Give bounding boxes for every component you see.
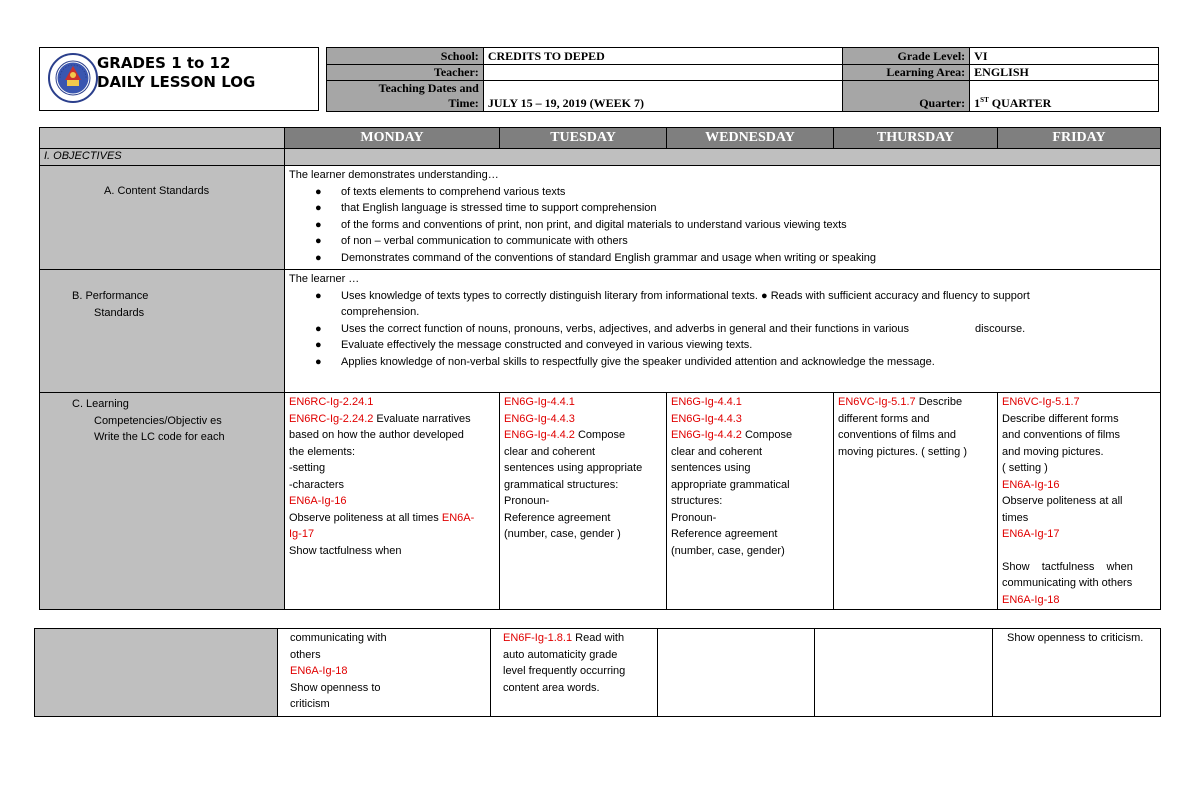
lc-text: Pronoun- <box>671 511 717 524</box>
lc-text-line <box>671 427 829 444</box>
quarter-text: QUARTER <box>988 96 1052 110</box>
lc-text-line <box>289 510 495 527</box>
lc-code: EN6G-Ig-4.4.2 <box>671 429 742 441</box>
lc-text: ( setting ) <box>1002 462 1048 474</box>
day-tuesday: TUESDAY <box>500 128 667 149</box>
lc-code: EN6G-Ig-4.4.3 <box>504 412 575 425</box>
cont-text: content area words. <box>503 681 600 694</box>
performance-standards-row <box>40 270 1161 393</box>
continuation-label-cell <box>35 629 278 717</box>
cont-thursday-cell <box>815 629 993 717</box>
header-info-table <box>326 47 1159 112</box>
list-item <box>289 184 1156 201</box>
list-item-text: Evaluate effectively the message constructed and conveyed in various viewing texts. <box>341 339 753 351</box>
lc-text: communicating with others <box>1002 577 1133 589</box>
list-item-text: Applies knowledge of non-verbal skills to respectfully give the speaker undivided attention and acknowledge the message. <box>341 355 935 368</box>
objectives-label: I. OBJECTIVES <box>40 149 285 166</box>
lc-code: Ig-17 <box>289 528 315 540</box>
lc-code: EN6A-Ig-16 <box>1002 478 1060 491</box>
day-friday: FRIDAY <box>998 128 1161 149</box>
list-item-text: of texts elements to comprehend various texts <box>341 185 566 198</box>
lc-text: based on how the author developed <box>289 429 464 441</box>
bullet-icon: ● <box>315 218 322 231</box>
learning-area-label: Learning Area: <box>843 65 970 81</box>
list-item <box>289 337 1156 354</box>
list-item <box>289 354 1156 371</box>
list-item <box>289 288 1156 321</box>
list-item <box>289 233 1156 250</box>
list-item-text-cont: discourse. <box>975 322 1026 335</box>
content-standards-cell <box>285 166 1161 270</box>
lc-text: Observe politeness at all times <box>289 511 439 524</box>
list-item <box>289 200 1156 217</box>
lc-text: Describe <box>915 396 963 408</box>
lc-wednesday-cell <box>667 393 834 610</box>
lc-label-2: Competencies/Objectiv es <box>94 414 222 427</box>
learning-competencies-label <box>40 393 285 610</box>
lc-code: EN6VC-Ig-5.1.7 <box>838 396 916 408</box>
title-line-2: DAILY LESSON LOG <box>97 73 256 91</box>
teaching-dates-label-2: Time: <box>448 96 479 110</box>
performance-standards-cell <box>285 270 1161 393</box>
lc-code: EN6G-Ig-4.4.1 <box>671 396 742 408</box>
performance-label-1: B. Performance <box>72 290 149 302</box>
performance-standards-intro: The learner … <box>289 273 360 285</box>
content-standards-label: A. Content Standards <box>40 166 285 270</box>
lc-text: sentences using appropriate <box>504 462 643 474</box>
lc-code: EN6G-Ig-4.4.2 <box>504 429 575 441</box>
cont-text: communicating with <box>290 632 387 644</box>
title-line-1: GRADES 1 to 12 <box>97 54 231 72</box>
lc-text: appropriate grammatical <box>671 478 790 491</box>
lc-text: Compose <box>574 429 626 441</box>
learning-area-value: ENGLISH <box>970 65 1159 81</box>
content-standards-row <box>40 166 1161 270</box>
continuation-row <box>35 629 1161 717</box>
lc-text-line <box>838 394 993 411</box>
lc-thursday-cell <box>834 393 998 610</box>
cont-text: auto automaticity grade <box>503 648 618 661</box>
lc-text: Compose <box>741 429 793 441</box>
teacher-label: Teacher: <box>327 65 484 81</box>
bullet-icon: ● <box>315 185 322 198</box>
bullet-icon: ● <box>315 289 322 302</box>
lc-text: times <box>1002 511 1029 524</box>
lc-label-3: Write the LC code for each <box>94 431 225 443</box>
cont-wednesday-cell <box>658 629 815 717</box>
teaching-dates-value: JULY 15 – 19, 2019 (WEEK 7) <box>483 81 842 112</box>
lc-text: and conventions of films <box>1002 429 1121 441</box>
bullet-icon: ● <box>315 202 322 214</box>
lc-code: EN6G-Ig-4.4.1 <box>504 396 575 408</box>
quarter-number: 1 <box>974 96 981 110</box>
list-item-text: of the forms and conventions of print, non print, and digital materials to understand various viewing texts <box>341 218 847 231</box>
lc-monday-cell <box>285 393 500 610</box>
quarter-label: Quarter: <box>843 81 970 112</box>
performance-label-2: Standards <box>94 306 145 319</box>
lc-code: EN6A-Ig-17 <box>1002 528 1060 540</box>
lc-text: different forms and <box>838 412 930 425</box>
content-standards-list <box>289 184 1156 267</box>
lc-text: Observe politeness at all <box>1002 495 1123 507</box>
bullet-icon: ● <box>315 235 322 247</box>
list-item-text: that English language is stressed time to support comprehension <box>341 202 657 214</box>
deped-seal-icon <box>48 53 98 103</box>
bullet-icon: ● <box>315 355 322 368</box>
lc-text: conventions of films and <box>838 429 957 441</box>
list-item-text: Uses knowledge of texts types to correctly distinguish literary from informational texts. ● Reads with sufficient accuracy and fluency to support <box>341 289 1030 302</box>
cont-text: level frequently occurring <box>503 665 626 677</box>
lc-code: EN6A- <box>438 511 475 524</box>
lc-text: grammatical structures: <box>504 478 619 491</box>
lc-text: Evaluate narratives <box>373 412 471 425</box>
cont-text-line <box>503 630 651 647</box>
quarter-value <box>970 81 1159 112</box>
grade-level-value: VI <box>970 48 1159 65</box>
teaching-dates-label <box>327 81 484 112</box>
cont-text: Show openness to criticism. <box>1007 632 1144 644</box>
lc-code: EN6F-Ig-1.8.1 <box>503 632 573 644</box>
lc-text: structures: <box>671 495 723 507</box>
lc-code: EN6A-Ig-18 <box>290 665 348 677</box>
cont-text: criticism <box>290 698 330 710</box>
lc-text: and moving pictures. <box>1002 445 1104 458</box>
lc-text: -setting <box>289 462 326 474</box>
lc-text: Describe different forms <box>1002 412 1119 425</box>
page-title <box>97 54 255 92</box>
lc-tuesday-cell <box>500 393 667 610</box>
lc-friday-cell <box>998 393 1161 610</box>
learning-competencies-row <box>40 393 1161 610</box>
grade-level-label: Grade Level: <box>843 48 970 65</box>
lc-text: Reference agreement <box>504 511 611 524</box>
list-item <box>289 250 1156 267</box>
continuation-table <box>34 628 1161 717</box>
day-monday: MONDAY <box>285 128 500 149</box>
cont-tuesday-cell <box>491 629 658 717</box>
day-wednesday: WEDNESDAY <box>667 128 834 149</box>
list-item <box>289 321 1156 338</box>
bullet-icon: ● <box>315 322 322 335</box>
cont-text: others <box>290 648 321 661</box>
performance-standards-list <box>289 288 1156 371</box>
bullet-icon: ● <box>315 251 322 264</box>
lc-code: EN6VC-Ig-5.1.7 <box>1002 396 1080 408</box>
lc-code: EN6A-Ig-18 <box>1002 593 1060 606</box>
list-item-text: Uses the correct function of nouns, pronouns, verbs, adjectives, and adverbs in general and their functions in various <box>341 322 910 335</box>
lc-code: EN6RC-Ig-2.24.1 <box>289 396 374 408</box>
lc-text: clear and coherent <box>671 445 763 458</box>
day-header-row <box>40 128 1161 149</box>
list-item <box>289 217 1156 234</box>
cont-friday-cell <box>993 629 1161 717</box>
quarter-suffix: ST <box>980 96 989 104</box>
cont-text: Read with <box>572 632 625 644</box>
lc-text: (number, case, gender) <box>671 544 785 557</box>
school-label: School: <box>327 48 484 65</box>
lc-text: Reference agreement <box>671 528 778 540</box>
lc-text: (number, case, gender ) <box>504 528 621 540</box>
lc-code: EN6A-Ig-16 <box>289 495 347 507</box>
lc-text: clear and coherent <box>504 445 596 458</box>
day-header-blank <box>40 128 285 149</box>
content-standards-intro: The learner demonstrates understanding… <box>289 169 499 181</box>
list-item-text: Demonstrates command of the conventions of standard English grammar and usage when writing or speaking <box>341 251 877 264</box>
cont-text: Show openness to <box>290 681 381 694</box>
lc-text-line <box>289 411 495 428</box>
lc-text-line <box>504 427 662 444</box>
school-value: CREDITS TO DEPED <box>483 48 842 65</box>
lc-text: Pronoun- <box>504 495 550 507</box>
lc-text: -characters <box>289 478 345 491</box>
teacher-value <box>483 65 842 81</box>
teaching-dates-label-1: Teaching Dates and <box>378 81 479 95</box>
lc-text: Show tactfulness when <box>1002 560 1133 573</box>
lc-code: EN6RC-Ig-2.24.2 <box>289 412 374 425</box>
list-item-text-cont: comprehension. <box>341 306 420 318</box>
performance-standards-label <box>40 270 285 393</box>
lc-label-1: C. Learning <box>72 398 129 410</box>
cont-monday-cell <box>278 629 491 717</box>
lc-text: sentences using <box>671 462 751 474</box>
lc-text: the elements: <box>289 445 356 458</box>
lc-code: EN6G-Ig-4.4.3 <box>671 412 742 425</box>
objectives-row <box>40 149 1161 166</box>
bullet-icon: ● <box>315 339 322 351</box>
day-thursday: THURSDAY <box>834 128 998 149</box>
lc-text: Show tactfulness when <box>289 544 402 557</box>
list-item-text: of non – verbal communication to communicate with others <box>341 235 628 247</box>
lesson-log-table <box>39 127 1161 610</box>
objectives-blank <box>285 149 1161 166</box>
lc-text: moving pictures. ( setting ) <box>838 445 967 458</box>
